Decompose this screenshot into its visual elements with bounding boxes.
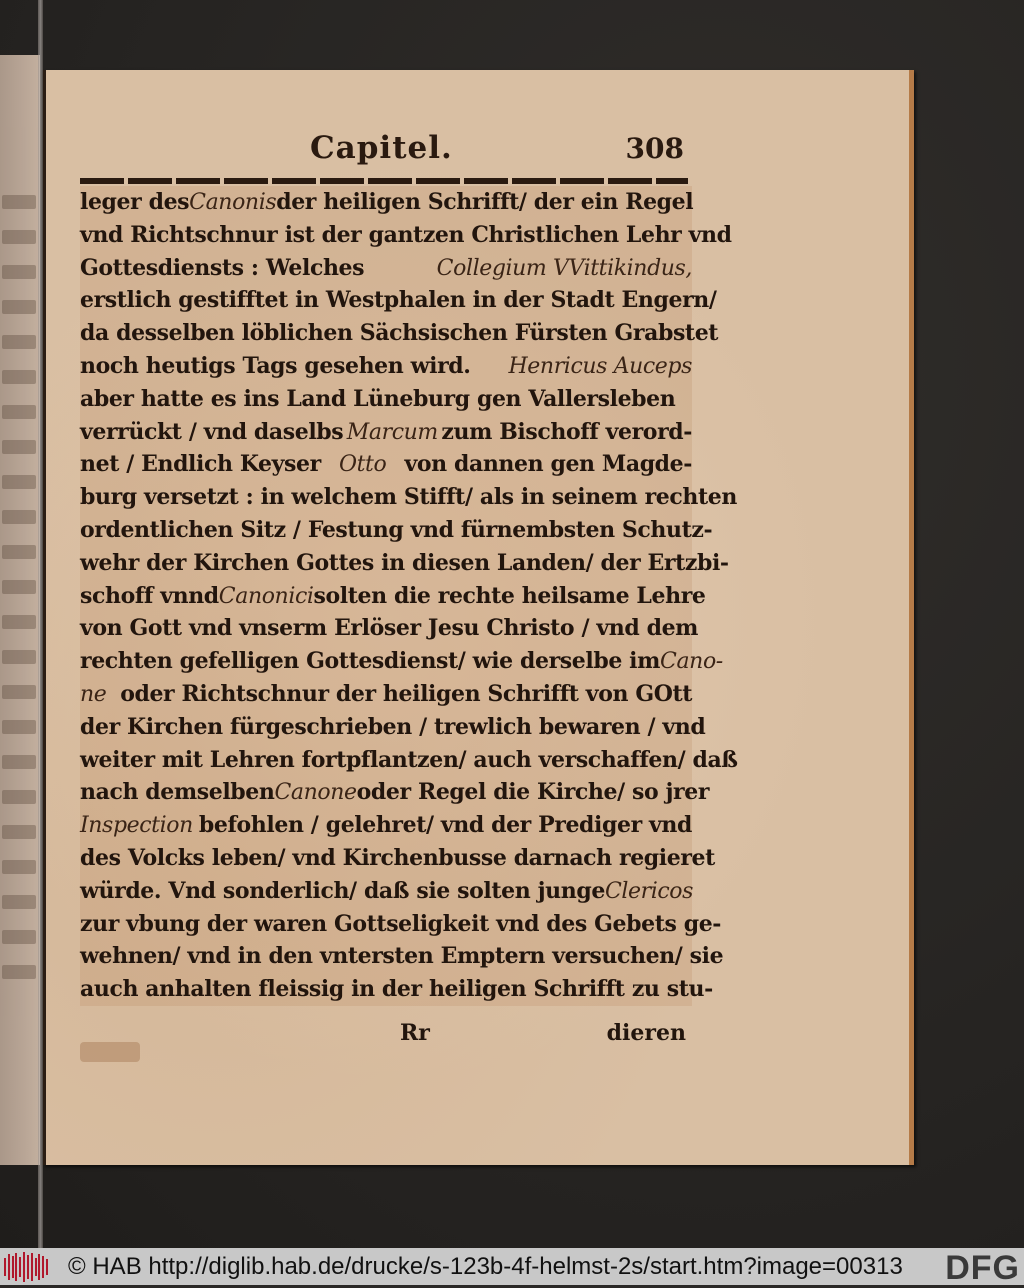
text-segment: zum Bischoff verord-: [441, 418, 692, 445]
latin-term: Canonis: [189, 190, 277, 215]
dfg-logo[interactable]: DFG: [945, 1249, 1020, 1287]
latin-term: Collegium VVittikindus,: [436, 255, 692, 281]
bleed-through-line: [2, 510, 36, 524]
bleed-through-line: [2, 790, 36, 804]
bleed-through-line: [2, 860, 36, 874]
bleed-through-line: [2, 265, 36, 279]
signature-mark: Rr: [400, 1020, 430, 1046]
text-line: [80, 514, 713, 547]
text-segment: weiter mit Lehren fortpflantzen/ auch verschaffen/ daß: [80, 746, 738, 773]
bleed-through-line: [2, 930, 36, 944]
text-segment: verrückt / vnd daselbs: [80, 418, 344, 445]
bleed-through-line: [2, 580, 36, 594]
text-segment: vnd Richtschnur ist der gantzen Christlichen Lehr vnd: [80, 221, 732, 248]
text-segment: oder Regel die Kirche/ so jrer: [356, 779, 710, 806]
text-line: [80, 383, 692, 416]
text-line: [80, 186, 692, 219]
catchword: dieren: [606, 1020, 686, 1046]
bleed-through-line: [2, 335, 36, 349]
latin-term: Canone: [274, 780, 357, 806]
latin-term: Henricus Auceps: [508, 353, 692, 379]
text-segment: wehr der Kirchen Gottes in diesen Landen/ der Ertzbi-: [80, 549, 729, 576]
latin-term: Otto: [338, 452, 387, 478]
text-segment: der heiligen Schrifft/ der ein Regel: [276, 189, 694, 215]
bleed-through-line: [2, 895, 36, 909]
body-text: [80, 186, 738, 1006]
latin-term: Canonici: [218, 583, 314, 609]
text-line: [80, 350, 692, 383]
bleed-through-line: [2, 370, 36, 384]
latin-term: Marcum: [346, 419, 438, 445]
bleed-through-line: [2, 755, 36, 769]
latin-term: ne: [80, 681, 107, 707]
text-segment: der Kirchen fürgeschrieben / trewlich bewaren / vnd: [80, 713, 706, 740]
text-line: [80, 744, 738, 777]
text-segment: net / Endlich Keyser: [80, 451, 321, 478]
text-segment: da desselben löblichen Sächsischen Fürsten Grabstet: [80, 320, 719, 347]
bleed-through-line: [2, 230, 36, 244]
previous-page-edge: [0, 55, 40, 1165]
page-number: 308: [625, 132, 684, 165]
bleed-through-line: [2, 615, 36, 629]
bleed-through-line: [2, 405, 36, 419]
text-line: [80, 776, 710, 809]
text-line: [80, 284, 717, 317]
text-segment: rechten gefelligen Gottesdienst/ wie derselbe im: [80, 648, 661, 675]
bleed-through-line: [2, 475, 36, 489]
bleed-through-line: [2, 825, 36, 839]
text-line: [80, 809, 692, 842]
text-line: [80, 547, 729, 580]
footer-bar: [0, 1248, 1024, 1285]
text-segment: solten die rechte heilsame Lehre: [313, 582, 706, 609]
text-line: [80, 481, 737, 514]
bleed-through-line: [2, 720, 36, 734]
bleed-through-line: [2, 685, 36, 699]
bleed-through-line: [2, 195, 36, 209]
text-segment: burg versetzt : in welchem Stifft/ als in seinem rechten: [80, 484, 737, 511]
text-line: [80, 645, 723, 678]
text-line: [80, 416, 692, 449]
bleed-through-line: [2, 650, 36, 664]
latin-term: Cano-: [660, 649, 723, 675]
latin-term: Clericos: [604, 878, 694, 904]
text-line: [80, 612, 699, 645]
text-line: [80, 940, 724, 973]
text-line: [80, 219, 732, 252]
text-segment: von dannen gen Magde-: [404, 451, 692, 478]
text-segment: würde. Vnd sonderlich/ daß sie solten junge: [80, 877, 605, 904]
running-head: Capitel.: [310, 130, 453, 166]
text-segment: des Volcks leben/ vnd Kirchenbusse darnach regieret: [80, 844, 715, 871]
text-segment: auch anhalten fleissig in der heiligen Schrifft zu stu-: [80, 976, 713, 1003]
text-segment: leger des: [80, 189, 190, 215]
latin-term: Inspection: [80, 813, 193, 839]
text-line: [80, 908, 722, 941]
text-segment: zur vbung der waren Gottseligkeit vnd des Gebets ge-: [80, 910, 722, 937]
bleed-through-line: [2, 300, 36, 314]
text-line: [80, 678, 692, 711]
text-segment: nach demselben: [80, 779, 275, 806]
text-line: [80, 580, 706, 613]
text-line: [80, 252, 692, 285]
header-rule: [80, 178, 688, 184]
copyright-url-link[interactable]: © HAB http://diglib.hab.de/drucke/s-123b-4f-helmst-2s/start.htm?image=00313: [68, 1252, 903, 1280]
text-segment: oder Richtschnur der heiligen Schrifft von GOtt: [120, 680, 692, 707]
page-header: [80, 128, 688, 178]
text-segment: aber hatte es ins Land Lüneburg gen Vallersleben: [80, 385, 676, 412]
text-segment: Gottesdiensts : Welches: [80, 254, 365, 281]
text-line: [80, 711, 706, 744]
text-segment: ordentlichen Sitz / Festung vnd fürnembsten Schutz-: [80, 516, 713, 543]
text-line: [80, 973, 713, 1006]
signature-line: [80, 1020, 688, 1056]
text-line: [80, 317, 719, 350]
text-segment: von Gott vnd vnserm Erlöser Jesu Christo / vnd dem: [80, 615, 699, 642]
text-segment: wehnen/ vnd in den vntersten Emptern versuchen/ sie: [80, 943, 724, 970]
text-segment: befohlen / gelehret/ vnd der Prediger vnd: [198, 812, 692, 839]
bleed-through-line: [2, 440, 36, 454]
bleed-through-line: [2, 545, 36, 559]
text-line: [80, 842, 715, 875]
hab-barcode-logo-icon[interactable]: [4, 1252, 48, 1282]
bleed-through-line: [2, 965, 36, 979]
text-segment: schoff vnnd: [80, 582, 219, 609]
text-line: [80, 875, 692, 908]
text-line: [80, 448, 692, 481]
text-segment: noch heutigs Tags gesehen wird.: [80, 352, 471, 379]
text-segment: erstlich gestifftet in Westphalen in der Stadt Engern/: [80, 287, 717, 314]
